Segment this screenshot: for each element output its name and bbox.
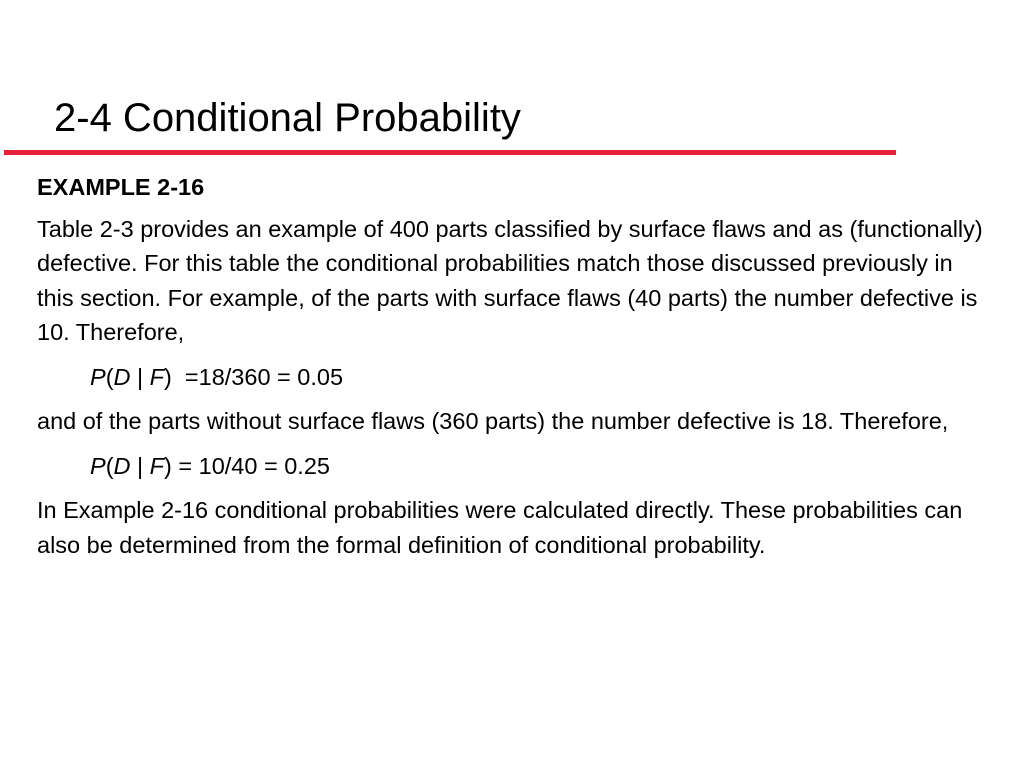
equation-f-symbol: F (149, 452, 165, 479)
equation-f-symbol: F (149, 363, 165, 390)
equation-surface-flaws: P(D | F) =18/360 = 0.05 (90, 363, 344, 390)
equation-d-symbol: D (113, 363, 131, 390)
equation-p-symbol: P (90, 363, 106, 390)
slide-title: 2-4 Conditional Probability (54, 96, 521, 140)
equation-p-symbol: P (90, 452, 106, 479)
equation-no-surface-flaws: P(D | F) = 10/40 = 0.25 (90, 452, 330, 479)
title-divider (4, 150, 896, 155)
example-heading: EXAMPLE 2-16 (37, 174, 205, 200)
equation-value: = 10/40 = 0.25 (171, 452, 330, 479)
equation-d-symbol: D (113, 452, 131, 479)
paragraph-intro: Table 2-3 provides an example of 400 parts classified by surface flaws and as (functionally) defective. For this table the conditional probabilities match those discussed previously in this section. For example, of the parts with surface flaws (40 parts) the number defective is 10. Therefore, (37, 215, 983, 345)
paragraph-conclusion: In Example 2-16 conditional probabilities were calculated directly. These probabilities can also be determined from the formal definition of conditional probability. (37, 497, 963, 558)
equation-value: =18/360 = 0.05 (171, 363, 344, 390)
slide-body (37, 170, 987, 572)
paragraph-without-flaws: and of the parts without surface flaws (360 parts) the number defective is 18. Therefore, (37, 408, 949, 434)
